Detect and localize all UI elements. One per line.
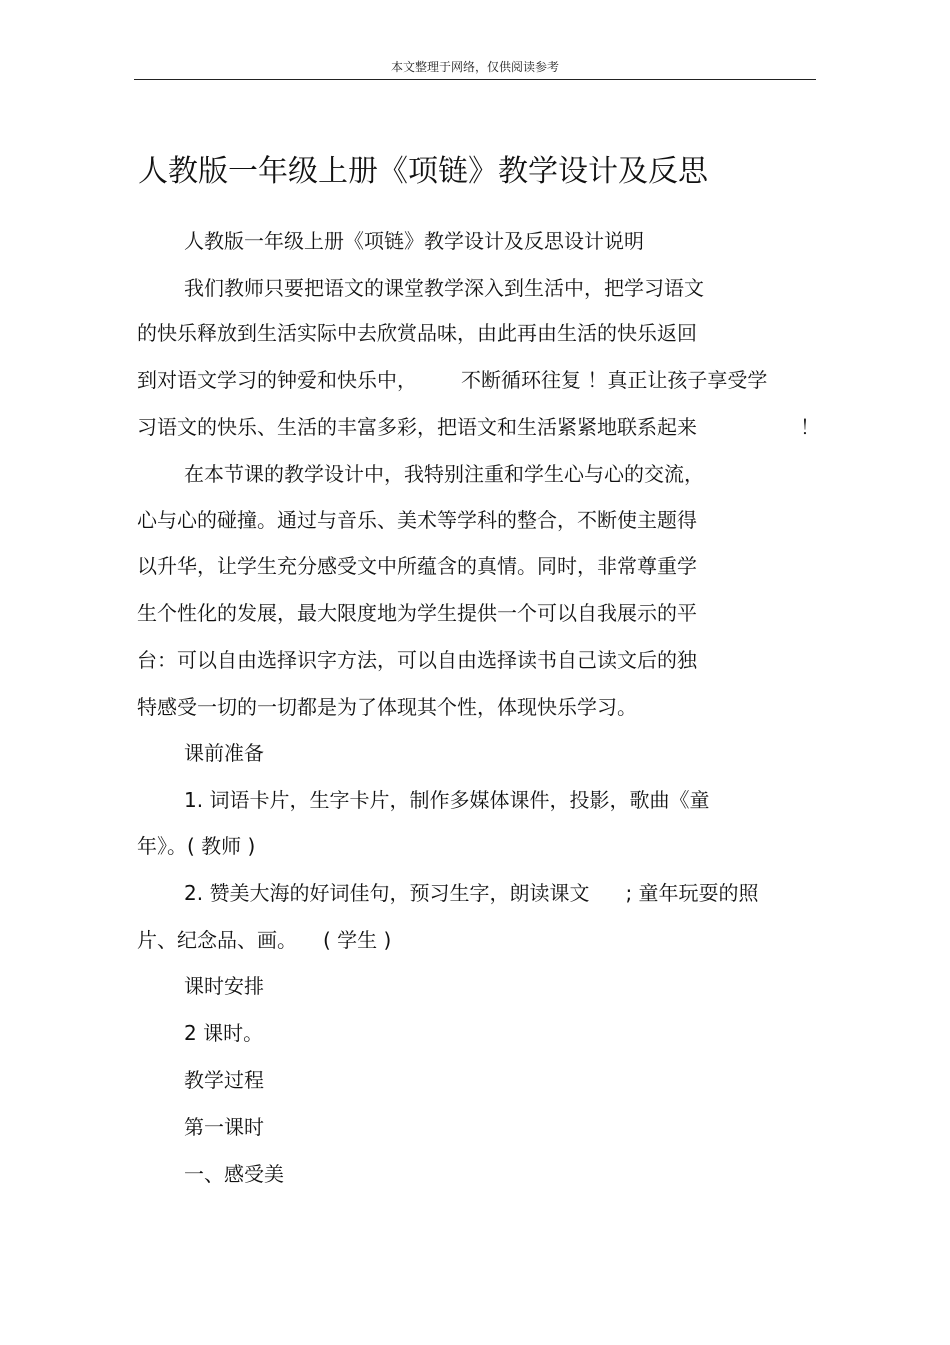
line-segment: 片、纪念品、画。 xyxy=(137,928,297,952)
paragraph-line: 以升华，让学生充分感受文中所蕴含的真情。同时，非常尊重学 xyxy=(137,554,697,578)
section-heading: 第一课时 xyxy=(184,1115,264,1139)
paragraph-line: 年》。( 教师 ) xyxy=(137,834,256,858)
paragraph-line: 习语文的快乐、生活的丰富多彩，把语文和生活紧紧地联系起来 xyxy=(137,415,697,439)
page-header-note: 本文整理于网络，仅供阅读参考 xyxy=(390,60,559,74)
paragraph-line xyxy=(137,925,391,955)
line-segment: 2. 赞美大海的好词佳句，预习生字，朗读课文 xyxy=(184,881,590,905)
section-heading: 一、感受美 xyxy=(184,1162,284,1186)
header-divider xyxy=(134,79,816,80)
section-heading: 教学过程 xyxy=(184,1068,264,1092)
paragraph-line: 生个性化的发展，最大限度地为学生提供一个可以自我展示的平 xyxy=(137,601,697,625)
paragraph-line: 人教版一年级上册《项链》教学设计及反思设计说明 xyxy=(184,229,644,253)
line-segment: 到对语文学习的钟爱和快乐中， xyxy=(137,368,417,392)
paragraph-line xyxy=(137,365,767,395)
paragraph-line xyxy=(184,878,759,908)
paragraph-line: 2 课时。 xyxy=(184,1021,264,1045)
document-title: 人教版一年级上册《项链》教学设计及反思 xyxy=(138,154,708,189)
paragraph-line: 台：可以自由选择识字方法，可以自由选择读书自己读文后的独 xyxy=(137,648,697,672)
line-segment: ; 童年玩耍的照 xyxy=(625,881,759,905)
line-segment: ( 学生 ) xyxy=(323,928,392,952)
section-heading: 课前准备 xyxy=(184,741,264,765)
paragraph-line: 的快乐释放到生活实际中去欣赏品味，由此再由生活的快乐返回 xyxy=(137,321,697,345)
paragraph-line: 在本节课的教学设计中，我特别注重和学生心与心的交流， xyxy=(184,462,704,486)
section-heading: 课时安排 xyxy=(184,974,264,998)
paragraph-line: 特感受一切的一切都是为了体现其个性，体现快乐学习。 xyxy=(137,695,637,719)
paragraph-line: 心与心的碰撞。通过与音乐、美术等学科的整合，不断使主题得 xyxy=(137,508,697,532)
paragraph-line: ！ xyxy=(800,415,820,439)
line-segment: 不断循环往复 ！真正让孩子享受学 xyxy=(461,368,768,392)
paragraph-line: 我们教师只要把语文的课堂教学深入到生活中，把学习语文 xyxy=(184,276,704,300)
paragraph-line: 1. 词语卡片，生字卡片，制作多媒体课件，投影，歌曲《童 xyxy=(184,788,710,812)
